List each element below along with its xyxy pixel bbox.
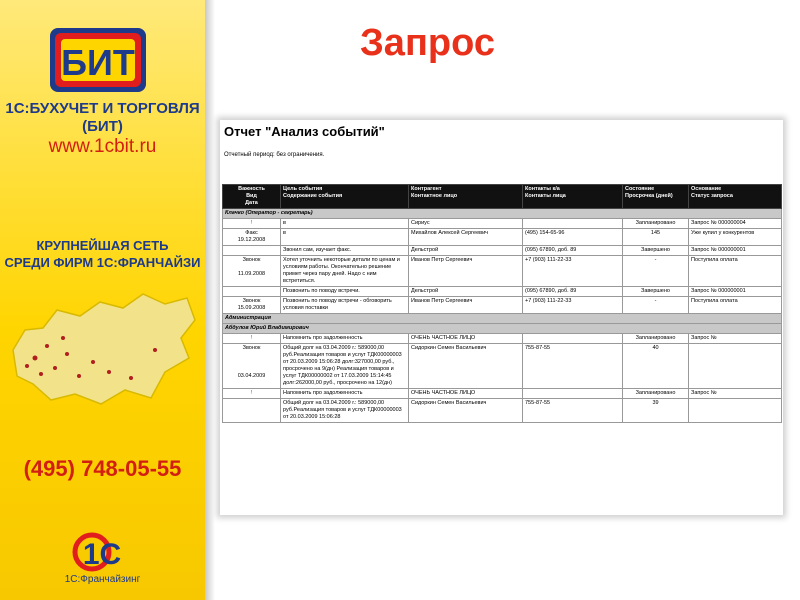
table-cell: Звонок 15.09.2008	[223, 297, 281, 314]
bit-logo-text: БИТ	[61, 42, 135, 83]
report-screenshot	[220, 120, 783, 515]
table-cell: !	[223, 389, 281, 399]
header-cell: Контрагент Контактное лицо	[409, 185, 523, 209]
report-title: Отчет "Анализ событий"	[224, 124, 385, 139]
brand-line-2: (БИТ)	[82, 118, 123, 135]
header-cell: Цель события Содержание события	[281, 185, 409, 209]
sidebar-divider	[205, 0, 215, 600]
table-cell: 39	[623, 399, 689, 423]
table-cell: ОЧЕНЬ ЧАСТНОЕ ЛИЦО	[409, 389, 523, 399]
table-cell	[523, 334, 623, 344]
table-row	[223, 344, 782, 389]
table-cell: Иванов Петр Сергеевич	[409, 256, 523, 287]
group-row: Клачко (Оператор - секретарь)	[223, 209, 782, 219]
header-cell: Основание Статус запроса	[689, 185, 782, 209]
russia-map-image	[5, 280, 200, 415]
table-cell	[689, 344, 782, 389]
table-cell: 755-87-55	[523, 344, 623, 389]
table-cell: Михайлов Алексей Сергеевич	[409, 229, 523, 246]
table-cell: Позвонить по поводу встречи.	[281, 287, 409, 297]
table-cell: Уже купил у конкурентов	[689, 229, 782, 246]
table-cell: 145	[623, 229, 689, 246]
table-cell: Запрос № 000000001	[689, 287, 782, 297]
slogan-line-2: СРЕДИ ФИРМ 1С:ФРАНЧАЙЗИ	[4, 255, 201, 270]
table-cell: (095) 67890, доб. 89	[523, 287, 623, 297]
table-cell: Поступила оплата	[689, 297, 782, 314]
table-cell: Запланировано	[623, 389, 689, 399]
slogan-line-1: КРУПНЕЙШАЯ СЕТЬ	[36, 238, 169, 253]
table-header-row	[223, 185, 782, 209]
1c-logo-text: 1С	[82, 538, 122, 571]
table-cell: Завершено	[623, 287, 689, 297]
table-cell: Запрос № 000000001	[689, 246, 782, 256]
report-period: Отчетный период: без ограничения.	[224, 152, 325, 158]
table-cell: Общий долг на 03.04.2009 г.: 589000,00 руб.Реализация товаров и услуг ТДК00000003 от 20.03.2009 15:06:28	[281, 399, 409, 423]
table-cell: Хотел уточнить некоторые детали по ценам и условиям работы. Окончательно решение примет через пару дней. Надо с ним встретиться.	[281, 256, 409, 287]
table-cell: Напомнить про задолженность	[281, 334, 409, 344]
table-cell: Иванов Петр Сергеевич	[409, 297, 523, 314]
table-cell: ОЧЕНЬ ЧАСТНОЕ ЛИЦО	[409, 334, 523, 344]
table-cell: Сидоркин Семен Васильевич	[409, 399, 523, 423]
table-row	[223, 399, 782, 423]
table-cell: Поступила оплата	[689, 256, 782, 287]
table-cell: !	[223, 334, 281, 344]
header-cell: Важность Вид Дата	[223, 185, 281, 209]
table-cell: Запланировано	[623, 334, 689, 344]
group-row: Абдулов Юрий Владимирович	[223, 324, 782, 334]
table-row	[223, 246, 782, 256]
table-cell: Факс 19.12.2008	[223, 229, 281, 246]
group-row: Администрация	[223, 314, 782, 324]
table-cell: +7 (903) 111-22-33	[523, 297, 623, 314]
table-cell: в	[281, 219, 409, 229]
header-cell: Состояние Просрочка (дней)	[623, 185, 689, 209]
table-cell: +7 (903) 111-22-33	[523, 256, 623, 287]
table-cell: Дельстрой	[409, 287, 523, 297]
table-row	[223, 334, 782, 344]
table-cell: в	[281, 229, 409, 246]
slide-title: Запрос	[360, 22, 495, 64]
bit-logo	[50, 28, 146, 92]
table-cell: Сириус	[409, 219, 523, 229]
table-cell	[523, 389, 623, 399]
table-cell: Напомнить про задолженность	[281, 389, 409, 399]
events-table	[222, 184, 782, 423]
franchise-caption: 1С:Франчайзинг	[64, 574, 141, 585]
table-cell: Запланировано	[623, 219, 689, 229]
table-cell: Звонил сам, изучает факс.	[281, 246, 409, 256]
table-row	[223, 256, 782, 287]
table-cell	[223, 246, 281, 256]
table-cell: Запрос № 000000004	[689, 219, 782, 229]
table-cell: Сидоркин Семен Васильевич	[409, 344, 523, 389]
table-row	[223, 297, 782, 314]
table-cell: !	[223, 219, 281, 229]
table-cell	[523, 219, 623, 229]
table-cell: 755-87-55	[523, 399, 623, 423]
table-row	[223, 229, 782, 246]
table-cell	[689, 399, 782, 423]
brand-line-1: 1С:БУХУЧЕТ И ТОРГОВЛЯ	[5, 100, 200, 117]
phone-number: (495) 748-05-55	[23, 456, 182, 481]
table-row	[223, 287, 782, 297]
table-cell: Дельстрой	[409, 246, 523, 256]
header-cell: Контакты к/а Контакты лица	[523, 185, 623, 209]
table-cell: Завершено	[623, 246, 689, 256]
website-link[interactable]: www.1cbit.ru	[48, 136, 157, 157]
table-cell: Звонок 03.04.2009	[223, 344, 281, 389]
table-row	[223, 389, 782, 399]
table-cell	[223, 287, 281, 297]
table-cell	[223, 399, 281, 423]
table-cell: Запрос №	[689, 334, 782, 344]
table-row	[223, 219, 782, 229]
table-cell: Запрос №	[689, 389, 782, 399]
sidebar	[0, 0, 205, 600]
table-cell: -	[623, 256, 689, 287]
table-cell: (495) 154-65-96	[523, 229, 623, 246]
table-cell: (095) 67890, доб. 89	[523, 246, 623, 256]
1c-logo	[62, 532, 152, 572]
table-cell: Позвонить по поводу встречи - обговорить условия поставки	[281, 297, 409, 314]
table-cell: Звонок 11.09.2008	[223, 256, 281, 287]
table-cell: -	[623, 297, 689, 314]
table-cell: 40	[623, 344, 689, 389]
table-cell: Общий долг на 03.04.2009 г.: 589000,00 руб.Реализация товаров и услуг ТДК00000003 от 20.03.2009 15:06:28 долг:327000,00 руб., просрочено на 9(дн) Реализация товаров и услуг ТДК00000002 от 17.03.2009 15:14:45 долг:262000,00 руб., просрочено на 12(дн)	[281, 344, 409, 389]
